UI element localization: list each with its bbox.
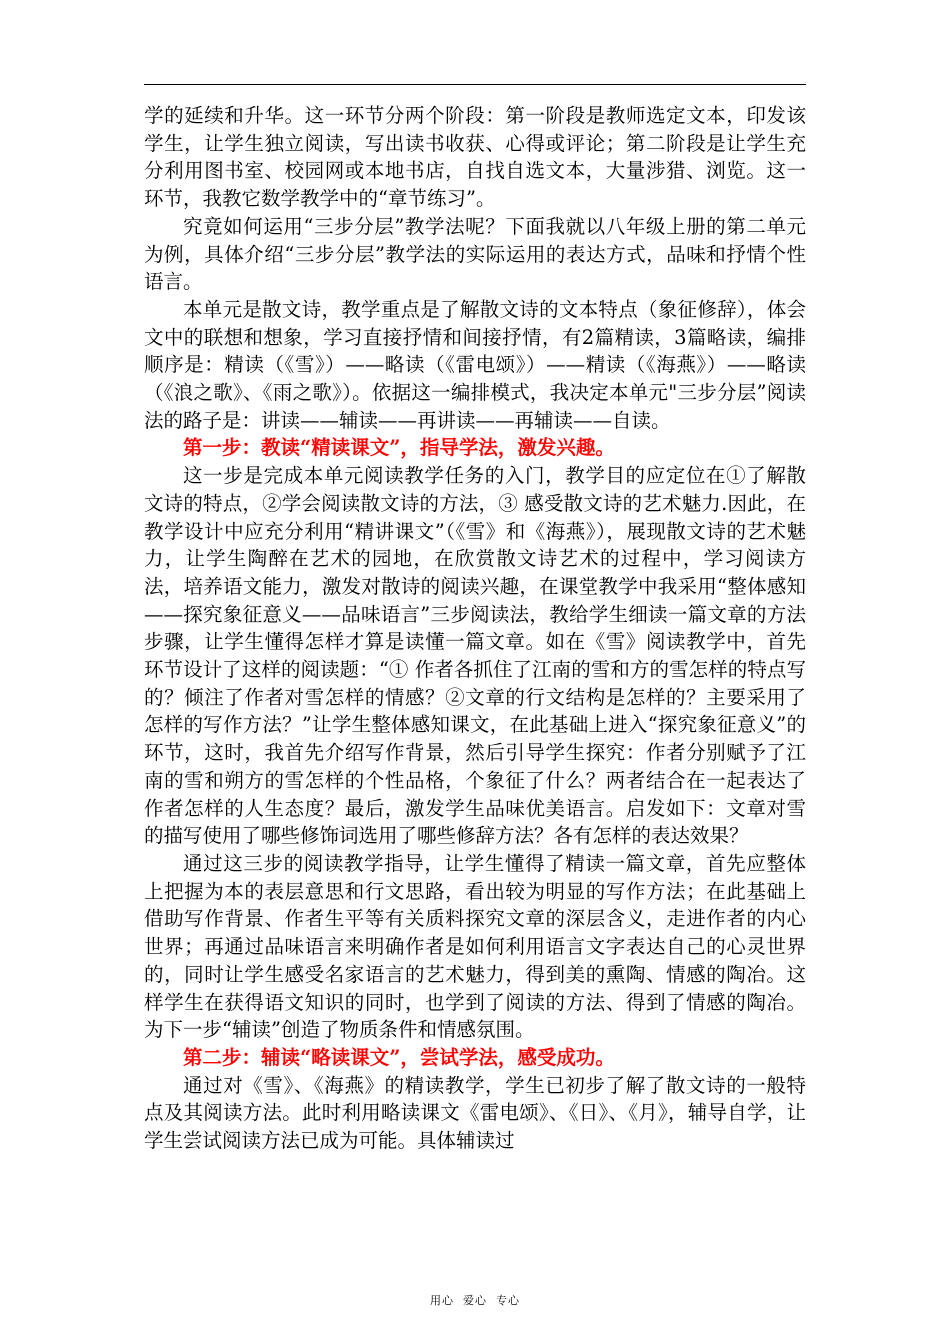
paragraph-2: 究竟如何运用“三步分层”教学法呢？下面我就以八年级上册的第二单元为例，具体介绍“三步分层”教学法的实际运用的表达方式，品味和抒情个性语言。 — [144, 214, 806, 294]
section-heading-step-2: 第二步：辅读“略读课文”，尝试学法，感受成功。 — [183, 1045, 615, 1069]
page-footer: 用心 爱心 专心 — [430, 1294, 520, 1307]
header-rule — [144, 84, 806, 85]
paragraph-1: 学的延续和升华。这一环节分两个阶段：第一阶段是教师选定文本，印发该学生，让学生独立阅读，写出读书收获、心得或评论；第二阶段是让学生充分利用图书室、校园网或本地书店，自找自选文本，大量涉猎、浏览。这一环节，我教它数学教学中的“章节练习”。 — [144, 104, 806, 211]
document-body — [144, 102, 806, 1155]
paragraph-5: 通过这三步的阅读教学指导，让学生懂得了精读一篇文章，首先应整体上把握为本的表层意思和行文思路，看出较为明显的写作方法；在此基础上借助写作背景、作者生平等有关质料探究文章的深层含义，走进作者的内心世界；再通过品味语言来明确作者是如何利用语言文字表达自己的心灵世界的，同时让学生感受名家语言的艺术魅力，得到美的熏陶、情感的陶冶。这样学生在获得语文知识的同时，也学到了阅读的方法、得到了情感的陶冶。为下一步“辅读”创造了物质条件和情感氛围。 — [144, 851, 806, 1042]
section-heading-step-1: 第一步：教读“精读课文”，指导学法，激发兴趣。 — [183, 436, 615, 460]
paragraph-6: 通过对《雪》、《海燕》的精读教学，学生已初步了解了散文诗的一般特点及其阅读方法。此时利用略读课文《雷电颂》、《日》、《月》，辅导自学，让学生尝试阅读方法已成为可能。具体辅读过 — [144, 1073, 806, 1153]
paragraph-3: 本单元是散文诗，教学重点是了解散文诗的文本特点（象征修辞），体会文中的联想和想象，学习直接抒情和间接抒情，有2篇精读，3篇略读，编排顺序是：精读（《雪》）——略读（《雷电颂》）——精读（《海燕》）——略读（《浪之歌》、《雨之歌》）。依据这一编排模式，我决定本单元"三步分层”阅读法的路子是：讲读——辅读——再讲读——再辅读——自读。 — [144, 297, 806, 432]
paragraph-4: 这一步是完成本单元阅读教学任务的入门，教学目的应定位在①了解散文诗的特点，②学会阅读散文诗的方法，③ 感受散文诗的艺术魅力.因此，在教学设计中应充分利用“精讲课文”（《雪》和《海燕》），展现散文诗的艺术魅力，让学生陶醉在艺术的园地，在欣赏散文诗艺术的过程中，学习阅读方法，培养语文能力，激发对散诗的阅读兴趣，在课堂教学中我采用“整体感知——探究象征意义——品味语言”三步阅读法，教给学生细读一篇文章的方法步骤，让学生懂得怎样才算是读懂一篇文章。如在《雪》阅读教学中，首先环节设计了这样的阅读题：“① 作者各抓住了江南的雪和方的雪怎样的特点写的？倾注了作者对雪怎样的情感？②文章的行文结构是怎样的？主要采用了怎样的写作方法？”让学生整体感知课文，在此基础上进入“探究象征意义”的环节，这时，我首先介绍写作背景，然后引导学生探究：作者分别赋予了江南的雪和朔方的雪怎样的个性品格，个象征了什么？两者结合在一起表达了作者怎样的人生态度？最后，激发学生品味优美语言。启发如下：文章对雪的描写使用了哪些修饰词选用了哪些修辞方法？各有怎样的表达效果？ — [144, 464, 806, 848]
